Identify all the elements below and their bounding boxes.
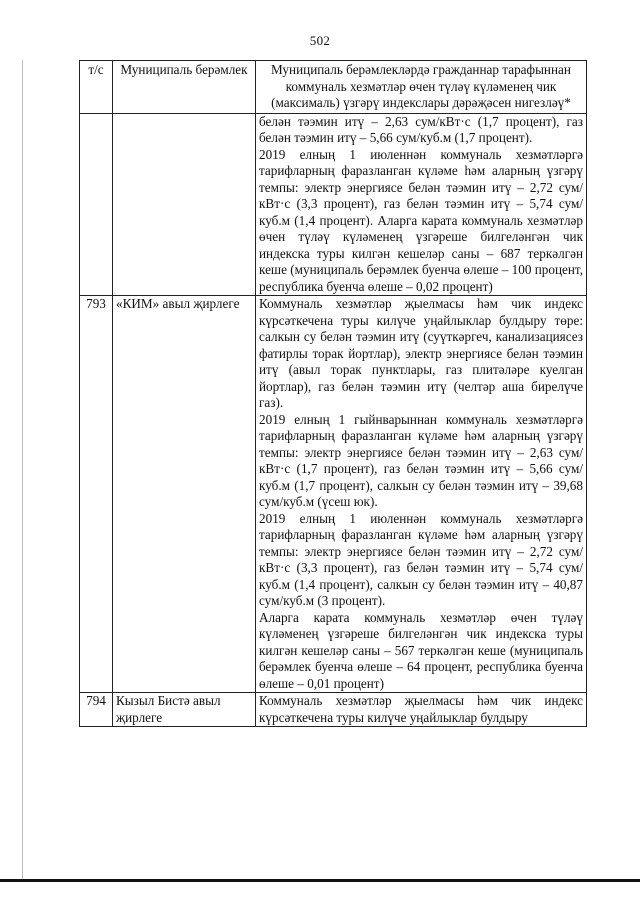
header-municipality: Муниципаль берәмлек: [113, 61, 256, 114]
data-table: [79, 60, 587, 727]
cell-justification: [256, 113, 587, 296]
cell-justification: [256, 296, 587, 693]
paragraph: Аларга карата коммуналь хезмәтләр өчен түләү күләменең үзгәреше билгеләнгән чик индекска туры килгән кешеләр саны – 567 теркәлгән кеше (муниципаль берәмлек буенча өлеше – 64 процент, республика буенча өлеше – 0,01 процент): [259, 609, 583, 691]
scan-edge-line: [22, 60, 23, 880]
cell-number-empty: [80, 113, 113, 296]
cell-municipality-empty: [113, 113, 256, 296]
table-row: [80, 693, 587, 727]
header-justification: Муниципаль берәмлекләрдә гражданнар тарафыннан коммуналь хезмәтләр өчен түләү күләменең чик (максималь) үзгәрү индекслары дәрәҗәсен нигезләү*: [256, 61, 587, 114]
table-row: [80, 296, 587, 693]
header-number: т/с: [80, 61, 113, 114]
paragraph: Коммуналь хезмәтләр җыелмасы һәм чик индекс күрсәткечена туры килүче уңайлыклар булдыру: [259, 693, 583, 725]
table-row-continuation: [80, 113, 587, 296]
table-header-row: [80, 61, 587, 114]
paragraph: 2019 елның 1 гыйнварыннан коммуналь хезмәтләргә тарифларның фаразланган күләме һәм аларның үзгәрү темпы: электр энергиясе белән тәэмин итү – 2,63 сум/кВт·с (1,7 процент), газ белән тәэмин итү – 5,66 сум/куб.м (1,7 процент), салкын су белән тәэмин итү – 39,68 сум/куб.м (үсеш юк).: [259, 411, 583, 509]
page-number: 502: [309, 33, 331, 48]
paragraph: Коммуналь хезмәтләр җыелмасы һәм чик индекс күрсәткечена туры килүче уңайлыклар булдыру төре: салкын су белән тәэмин итү (суүткәргеч, канализациясез фатирлы торак йортлар), электр энергиясе белән тәэмин итү (авыл торак пунктлары, газ плитәләре куелган йортлар), газ белән тәэмин итү (челтәр аша бирелүче газ).: [259, 296, 583, 410]
cell-justification: [256, 693, 587, 727]
paragraph: белән тәэмин итү – 2,63 сум/кВт·с (1,7 процент), газ белән тәэмин итү – 5,66 сум/куб.м (1,7 процент).: [259, 113, 583, 145]
row-number: 794: [80, 693, 113, 727]
row-municipality: «КИМ» авыл җирлеге: [113, 296, 256, 693]
row-municipality: Кызыл Бистә авыл җирлеге: [113, 693, 256, 727]
row-number: 793: [80, 296, 113, 693]
paragraph: 2019 елның 1 июленнән коммуналь хезмәтләргә тарифларның фаразланган күләме һәм аларның үзгәрү темпы: электр энергиясе белән тәэмин итү – 2,72 сум/кВт·с (3,3 процент), газ белән тәэмин итү – 5,74 сум/куб.м (1,4 процент), салкын су белән тәэмин итү – 40,87 сум/куб.м (3 процент).: [259, 510, 583, 608]
scan-bottom-border: [0, 879, 640, 882]
paragraph: 2019 елның 1 июленнән коммуналь хезмәтләргә тарифларның фаразланган күләме һәм аларның үзгәрү темпы: электр энергиясе белән тәэмин итү – 2,72 сум/кВт·с (3,3 процент), газ белән тәэмин итү – 5,74 сум/куб.м (1,4 процент). Аларга карата коммуналь хезмәтләр өчен түләү күләменең үзгәреше билгеләнгән чик индекска туры килгән кешеләр саны – 687 теркәлгән кеше (муниципаль берәмлек буенча өлеше – 100 процент, республика буенча өлеше – 0,02 процент): [259, 146, 583, 294]
